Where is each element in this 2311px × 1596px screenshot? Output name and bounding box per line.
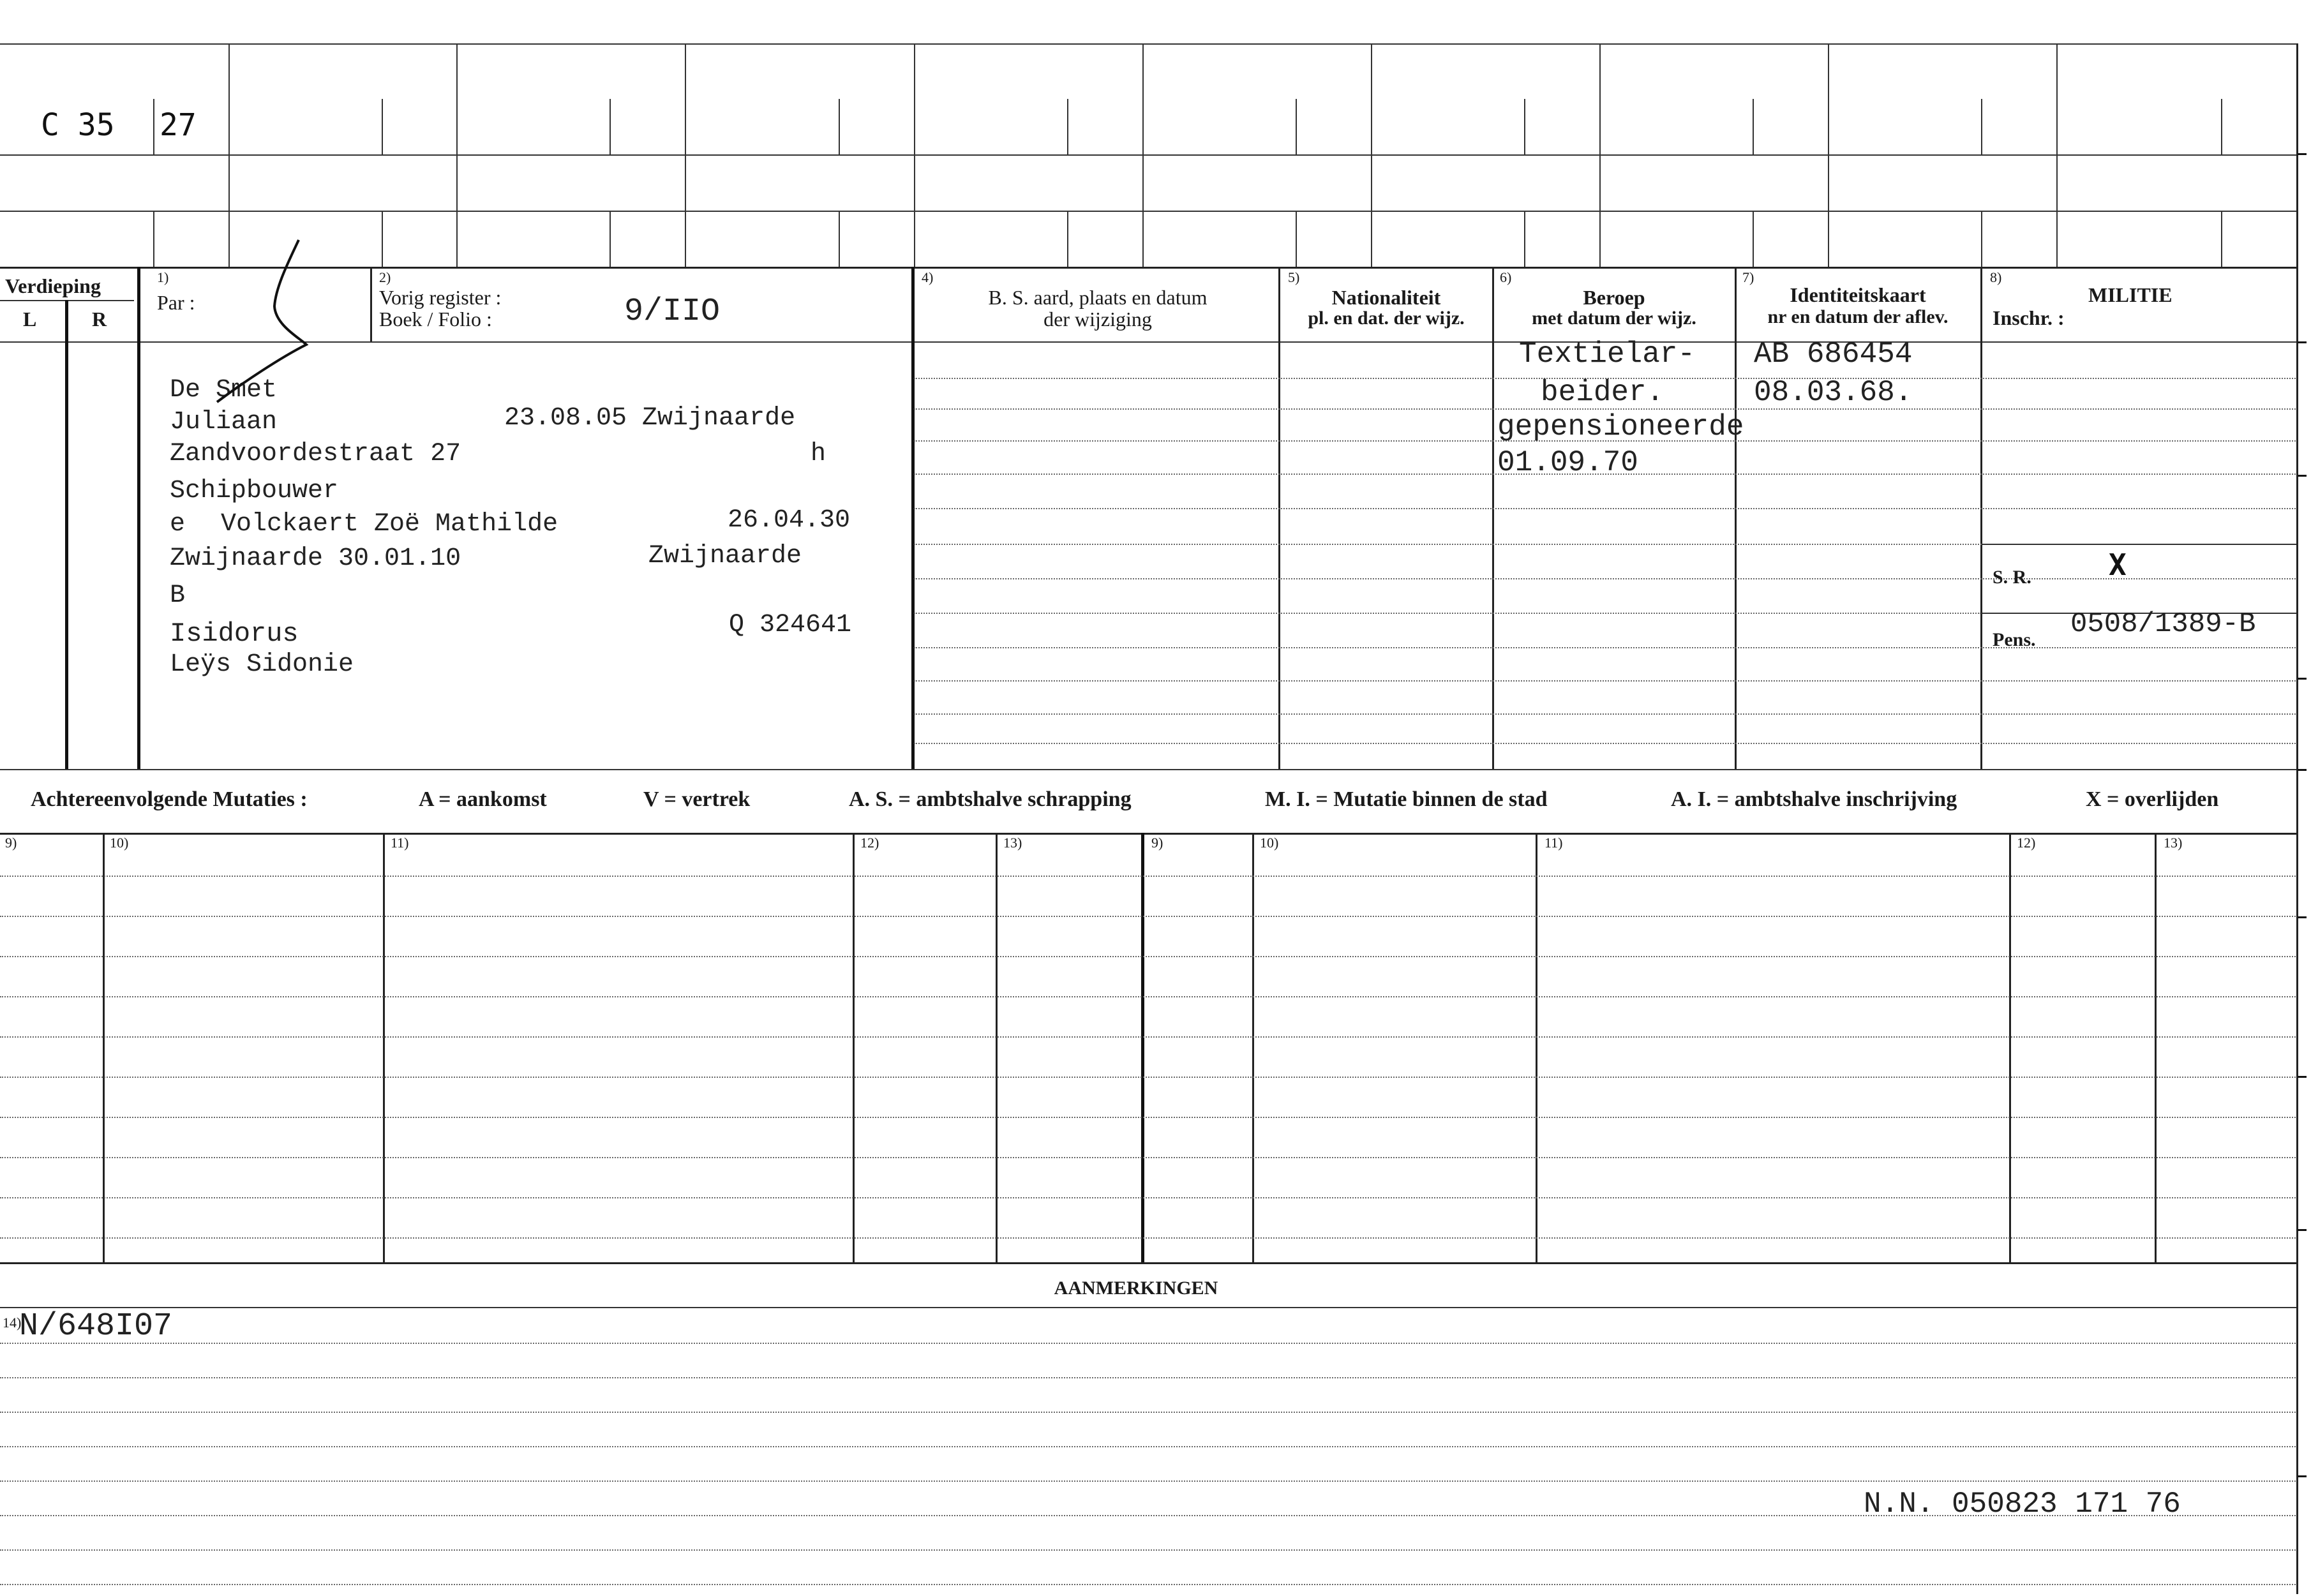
mutaties-legend-schrapping: A. S. = ambtshalve schrapping: [849, 787, 1132, 811]
mutaties-legend-overlijden: X = overlijden: [2086, 787, 2219, 811]
col8-number: 8): [1990, 269, 2002, 285]
mut-col-13-right: 13): [2164, 835, 2183, 851]
col1-divider: [137, 267, 140, 769]
col7-number: 7): [1742, 269, 1754, 285]
mut-col-13-left: 13): [1003, 835, 1022, 851]
boek-folio-value: 9/IIO: [624, 294, 721, 330]
national-number: N.N. 050823 171 76: [1864, 1488, 2181, 1521]
person-surname: De Smet: [170, 376, 278, 405]
person-given-name: Juliaan: [170, 408, 278, 436]
par-label: Par :: [157, 291, 195, 314]
mutaties-top-line: [0, 833, 2298, 835]
mut-col-12-left: 12): [860, 835, 879, 851]
militie-label: MILITIE: [2088, 283, 2173, 306]
person-address-mark: h: [811, 440, 826, 468]
person-address: Zandvoordestraat 27: [170, 440, 461, 468]
spouse-name: Volckaert Zoë Mathilde: [221, 510, 558, 539]
col2-number: 2): [379, 269, 391, 285]
beroep-entry-3: gepensioneerde: [1497, 410, 1744, 444]
nat-header-line2: pl. en dat. der wijz.: [1308, 308, 1465, 329]
col-l-label: L: [23, 308, 37, 331]
bs-header-line2: der wijziging: [1043, 308, 1152, 331]
mutaties-legend-aankomst: A = aankomst: [419, 787, 547, 811]
header-bottom-line: [0, 341, 2298, 343]
militie-sr-line: [1982, 544, 2298, 545]
id-header-line1: Identiteitskaart: [1790, 283, 1926, 306]
nat-header-line1: Nationaliteit: [1331, 286, 1441, 309]
aanmerkingen-title: AANMERKINGEN: [1054, 1278, 1218, 1299]
person-birth: 23.08.05 Zwijnaarde: [504, 404, 796, 433]
col4-divider: [911, 267, 915, 769]
aanmerkingen-header-line: [0, 1307, 2298, 1308]
col5-divider: [1278, 267, 1280, 769]
id-header-line2: nr en datum der aflev.: [1767, 306, 1948, 327]
card-code-right: 27: [160, 107, 197, 143]
mutaties-bottom-line: [0, 1262, 2298, 1264]
card-code-left: C 35: [41, 107, 115, 143]
father-name: Isidorus: [170, 618, 299, 649]
mut-col-12-right: 12): [2017, 835, 2036, 851]
id-card-date: 08.03.68.: [1754, 376, 1913, 409]
marriage-right: Zwijnaarde: [648, 542, 802, 571]
col8-divider: [1980, 267, 1982, 769]
marriage-place-date: Zwijnaarde 30.01.10: [170, 544, 461, 573]
par-pen-stroke: [204, 236, 319, 408]
father-code: Q 324641: [729, 611, 852, 639]
inschr-label: Inschr. :: [1993, 306, 2065, 329]
mut-col-9-left: 9): [5, 835, 17, 851]
beroep-entry-4: 01.09.70: [1497, 446, 1638, 479]
pens-label: Pens.: [1993, 629, 2036, 650]
beroep-entry-2: beider.: [1541, 376, 1664, 409]
beroep-header-line2: met datum der wijz.: [1532, 308, 1696, 329]
id-card-number: AB 686454: [1754, 338, 1913, 371]
spouse-prefix: e: [170, 510, 186, 539]
mutaties-legend-vertrek: V = vertrek: [643, 787, 751, 811]
person-occupation: Schipbouwer: [170, 477, 339, 505]
col1-number: 1): [157, 269, 169, 285]
b-mark: B: [170, 581, 186, 610]
pens-value: 0508/1389-B: [2070, 608, 2256, 640]
vorig-register-label: Vorig register :: [379, 286, 502, 309]
verdieping-lr-divider: [65, 300, 68, 769]
mutaties-legend-inschrijving: A. I. = ambtshalve inschrijving: [1671, 787, 1957, 811]
aanmerkingen-entry: N/648I07: [19, 1308, 173, 1345]
beroep-header-line1: Beroep: [1583, 286, 1645, 309]
col6-number: 6): [1500, 269, 1512, 285]
sr-label: S. R.: [1993, 567, 2031, 588]
col5-number: 5): [1288, 269, 1300, 285]
mut-col-10-right: 10): [1260, 835, 1279, 851]
mutaties-legend-stad: M. I. = Mutatie binnen de stad: [1265, 787, 1548, 811]
bs-header-line1: B. S. aard, plaats en datum: [988, 286, 1208, 309]
col4-number: 4): [922, 269, 934, 285]
boek-folio-label: Boek / Folio :: [379, 308, 492, 331]
body-bottom-line: [0, 769, 2298, 770]
mutaties-title: Achtereenvolgende Mutaties :: [31, 787, 308, 811]
mother-name: Leÿs Sidonie: [170, 650, 354, 679]
aanmerkingen-number: 14): [3, 1315, 22, 1331]
col2-divider: [370, 267, 372, 341]
col-r-label: R: [92, 308, 107, 331]
beroep-entry-1: Textielar-: [1519, 338, 1696, 371]
sr-value: X: [2109, 548, 2127, 582]
mut-col-10-left: 10): [110, 835, 129, 851]
mut-col-11-left: 11): [391, 835, 409, 851]
spouse-birth: 26.04.30: [728, 506, 851, 535]
mut-col-9-right: 9): [1151, 835, 1163, 851]
mut-col-11-right: 11): [1544, 835, 1563, 851]
col7-divider: [1735, 267, 1737, 769]
verdieping-label: Verdieping: [5, 274, 101, 297]
col6-divider: [1492, 267, 1494, 769]
